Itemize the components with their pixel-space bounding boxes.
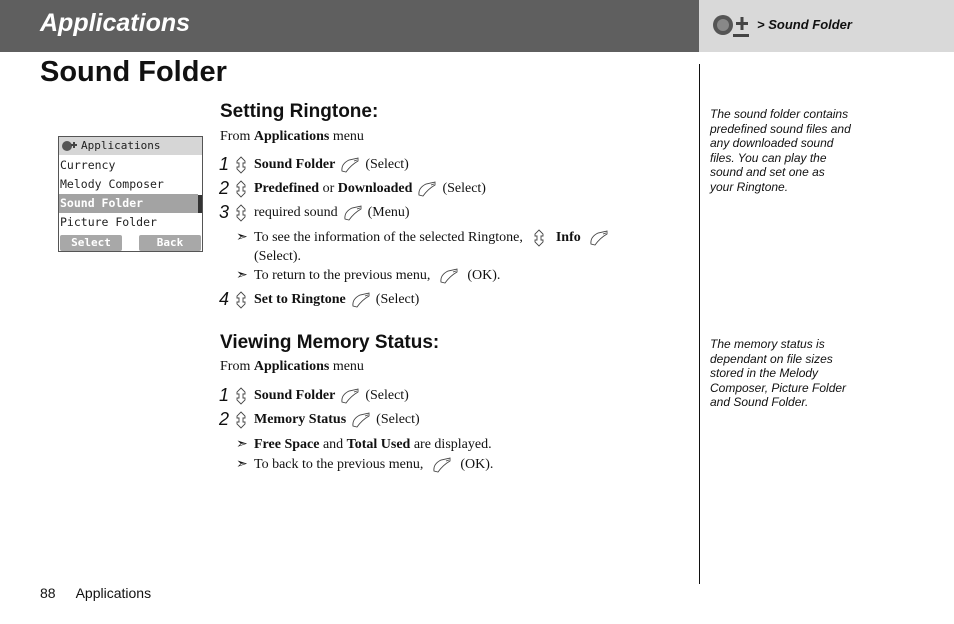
ringtone-bullet-return: ➣ To return to the previous menu, (OK). (236, 268, 501, 284)
select-key-icon (350, 291, 372, 309)
phone-title: Applications (81, 139, 161, 152)
applications-icon (61, 139, 77, 153)
phone-softkey-back[interactable]: Back (139, 235, 201, 251)
side-note-memory-status: The memory status is dependant on file sizes stored in the Melody Composer, Picture Folder and Sound Folder. (710, 337, 847, 409)
ringtone-bullet-info: ➣ To see the information of the selected Ringtone, Info (236, 229, 614, 247)
memory-heading: Viewing Memory Status: (220, 332, 440, 353)
select-key-icon (342, 204, 364, 222)
breadcrumb: > Sound Folder (757, 17, 852, 32)
memory-bullet-displayed: ➣ Free Space and Total Used are displayed. (236, 437, 492, 452)
applications-icon (711, 12, 751, 40)
phone-menu-item-melody-composer[interactable]: Melody Composer (60, 177, 164, 191)
phone-softkey-select[interactable]: Select (60, 235, 122, 251)
memory-from-line: From Applications menu (220, 359, 364, 374)
memory-bullet-back: ➣ To back to the previous menu, (OK). (236, 457, 494, 473)
column-divider (699, 64, 700, 584)
section-title: Applications (40, 9, 191, 37)
navigation-key-icon (232, 180, 250, 198)
ringtone-heading: Setting Ringtone: (220, 101, 379, 122)
memory-step-1: 1 Sound Folder (Select) (219, 385, 409, 405)
select-key-icon (339, 387, 361, 405)
select-key-icon (339, 156, 361, 174)
phone-menu-item-picture-folder[interactable]: Picture Folder (60, 215, 157, 229)
select-key-icon (350, 411, 372, 429)
side-note-sound-folder: The sound folder contains predefined sound files and any downloaded sound files. You can play the sound and set one as your Ringtone. (710, 107, 851, 194)
phone-screen (58, 136, 203, 252)
navigation-key-icon (232, 204, 250, 222)
breadcrumb-bar (699, 0, 954, 52)
ringtone-from-line: From Applications menu (220, 129, 364, 144)
phone-menu-item-sound-folder[interactable]: Sound Folder (59, 194, 198, 213)
ringtone-bullet-info-cont: (Select). (254, 249, 302, 264)
ringtone-step-4: 4 Set to Ringtone (Select) (219, 289, 420, 309)
phone-title-bar (59, 137, 202, 155)
header-bar (0, 0, 699, 52)
ringtone-step-2: 2 Predefined or Downloaded (Select) (219, 178, 486, 198)
select-key-icon (416, 180, 438, 198)
navigation-key-icon (232, 387, 250, 405)
ringtone-step-3: 3 required sound (Menu) (219, 202, 410, 222)
page-number: 88 (40, 585, 56, 601)
select-key-icon (588, 229, 610, 247)
navigation-key-icon (232, 411, 250, 429)
navigation-key-icon (232, 291, 250, 309)
memory-step-2: 2 Memory Status (Select) (219, 409, 420, 429)
phone-menu-item-currency[interactable]: Currency (60, 158, 116, 172)
page-footer (40, 585, 151, 601)
select-key-icon (431, 456, 453, 474)
select-key-icon (438, 267, 460, 285)
navigation-key-icon (232, 156, 250, 174)
navigation-key-icon (530, 229, 548, 247)
page-title: Sound Folder (40, 56, 227, 88)
ringtone-step-1: 1 Sound Folder (Select) (219, 154, 409, 174)
footer-section: Applications (75, 585, 152, 601)
phone-scrollbar (198, 195, 202, 213)
